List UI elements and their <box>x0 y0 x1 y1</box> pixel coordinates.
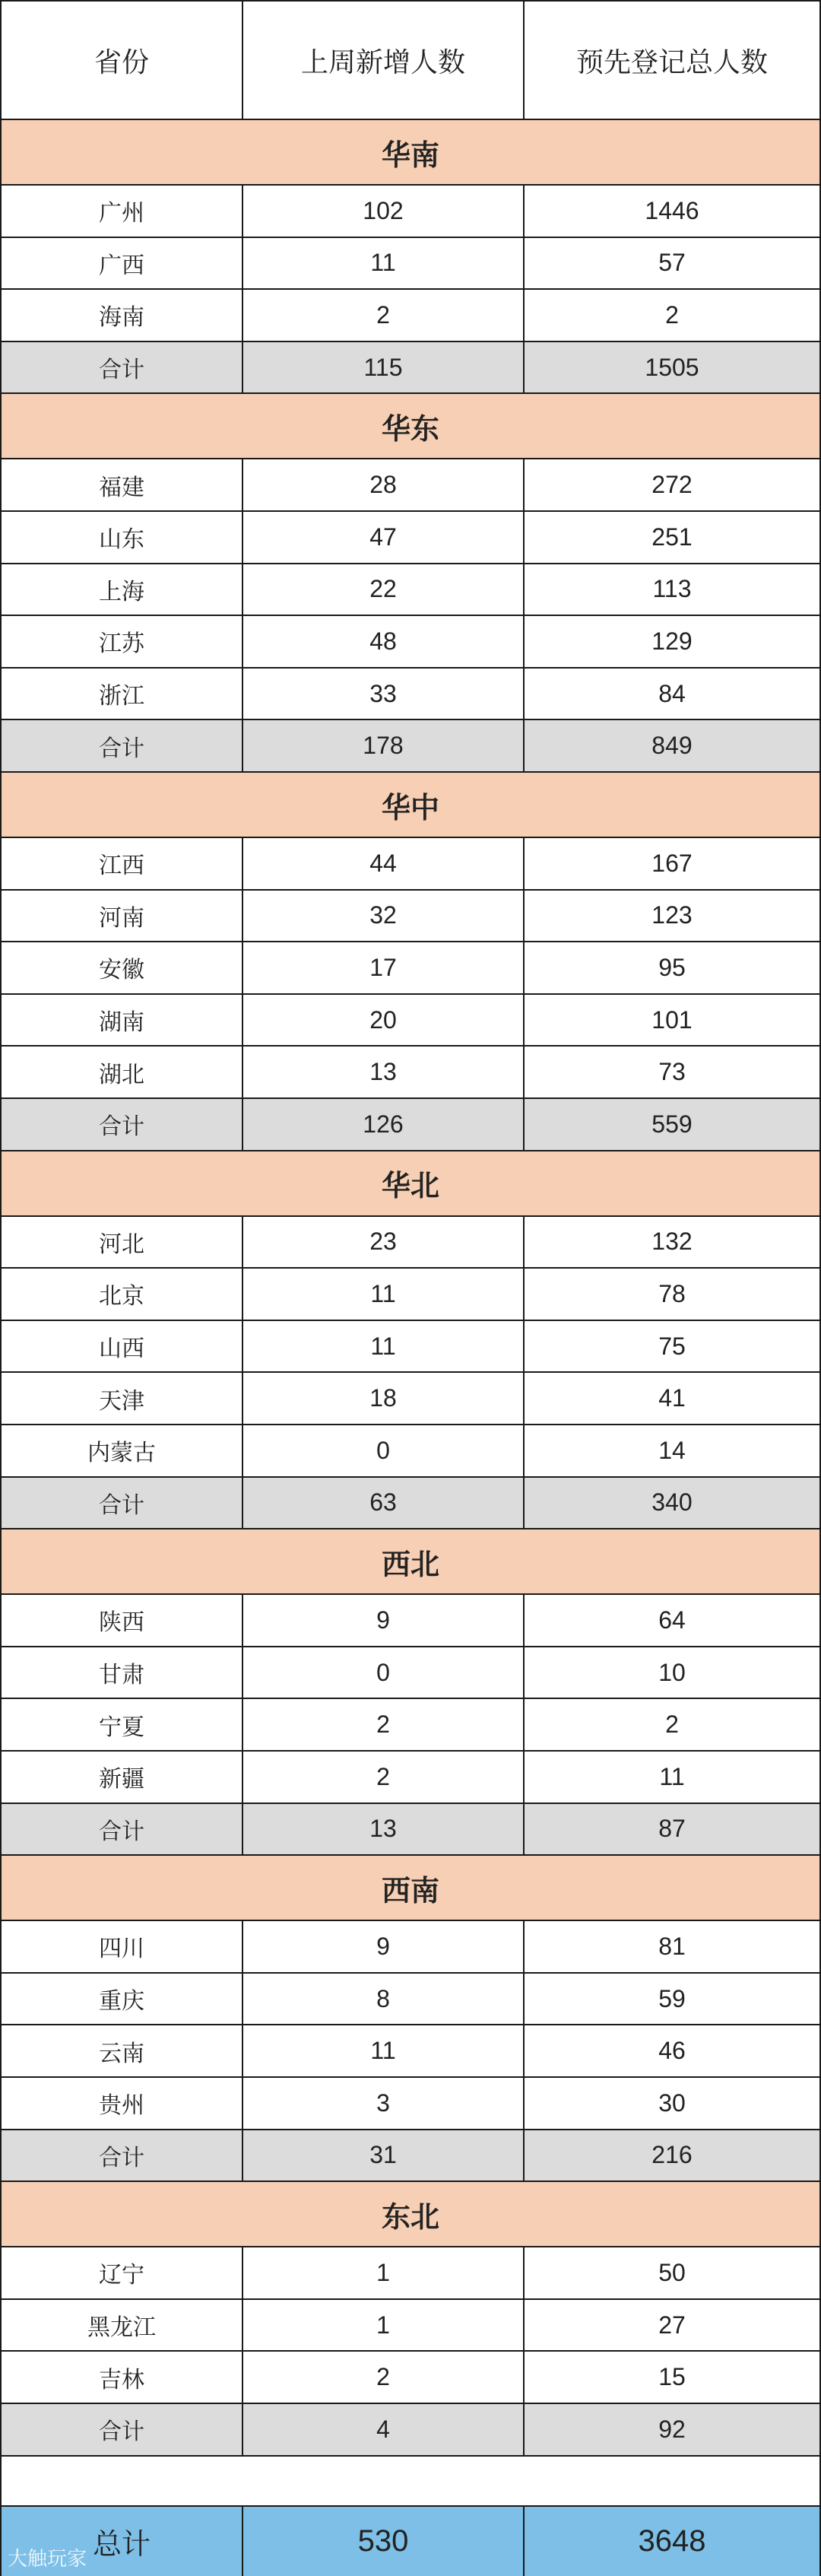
table-row <box>0 1595 821 1647</box>
table-row <box>0 891 821 943</box>
province-name: 广西 <box>0 238 243 291</box>
subtotal-label: 合计 <box>0 720 243 773</box>
total-registered-count: 113 <box>525 564 821 617</box>
total-registered-count: 64 <box>525 1595 821 1647</box>
province-name: 江西 <box>0 838 243 891</box>
weekly-new-count: 22 <box>243 564 525 617</box>
region-name: 西南 <box>0 1856 821 1921</box>
table-row <box>0 2078 821 2130</box>
total-registered-count: 14 <box>525 1425 821 1478</box>
table-row <box>0 1047 821 1099</box>
weekly-new-count: 23 <box>243 1217 525 1269</box>
weekly-new-count: 28 <box>243 459 525 512</box>
province-name: 海南 <box>0 290 243 342</box>
weekly-new-count: 20 <box>243 995 525 1047</box>
province-name: 湖北 <box>0 1047 243 1099</box>
table-row <box>0 616 821 669</box>
weekly-new-count: 102 <box>243 186 525 238</box>
province-name: 江苏 <box>0 616 243 669</box>
table-row <box>0 1321 821 1374</box>
grand-total-registered: 3648 <box>525 2507 821 2576</box>
weekly-new-count: 8 <box>243 1974 525 2026</box>
total-registered-count: 78 <box>525 1269 821 1321</box>
region-row <box>0 1151 821 1217</box>
total-registered-count: 95 <box>525 942 821 995</box>
table-row <box>0 512 821 564</box>
table-row <box>0 2247 821 2300</box>
table-row <box>0 564 821 617</box>
total-registered-count: 132 <box>525 1217 821 1269</box>
table-row <box>0 669 821 721</box>
weekly-new-count: 2 <box>243 2352 525 2404</box>
subtotal-label: 合计 <box>0 1804 243 1857</box>
blank-cell <box>0 2457 821 2507</box>
table-row <box>0 238 821 291</box>
table-row <box>0 1647 821 1700</box>
table-row <box>0 186 821 238</box>
total-registered-count: 10 <box>525 1647 821 1700</box>
total-registered-count: 251 <box>525 512 821 564</box>
weekly-new-count: 3 <box>243 2078 525 2130</box>
table-row <box>0 1699 821 1752</box>
table-row <box>0 1425 821 1478</box>
table-row <box>0 1269 821 1321</box>
weekly-new-count: 48 <box>243 616 525 669</box>
total-registered-count: 167 <box>525 838 821 891</box>
weekly-new-count: 32 <box>243 891 525 943</box>
subtotal-total-registered: 216 <box>525 2130 821 2183</box>
subtotal-total-registered: 340 <box>525 1478 821 1530</box>
total-registered-count: 59 <box>525 1974 821 2026</box>
region-row <box>0 2182 821 2247</box>
weekly-new-count: 2 <box>243 290 525 342</box>
province-name: 天津 <box>0 1373 243 1425</box>
total-registered-count: 75 <box>525 1321 821 1374</box>
grand-total-weekly-new: 530 <box>243 2507 525 2576</box>
province-name: 内蒙古 <box>0 1425 243 1478</box>
table-row <box>0 2300 821 2352</box>
grand-total-label: 总计 <box>0 2507 243 2576</box>
table-row <box>0 1217 821 1269</box>
province-name: 陕西 <box>0 1595 243 1647</box>
province-name: 重庆 <box>0 1974 243 2026</box>
grand-total-row <box>0 2507 821 2576</box>
province-name: 安徽 <box>0 942 243 995</box>
subtotal-row <box>0 2130 821 2183</box>
province-name: 广州 <box>0 186 243 238</box>
province-name: 山西 <box>0 1321 243 1374</box>
subtotal-weekly-new: 4 <box>243 2404 525 2457</box>
province-name: 宁夏 <box>0 1699 243 1752</box>
province-name: 河南 <box>0 891 243 943</box>
province-name: 四川 <box>0 1921 243 1974</box>
subtotal-weekly-new: 126 <box>243 1099 525 1151</box>
subtotal-weekly-new: 31 <box>243 2130 525 2183</box>
subtotal-row <box>0 342 821 395</box>
subtotal-label: 合计 <box>0 342 243 395</box>
province-name: 新疆 <box>0 1752 243 1804</box>
weekly-new-count: 11 <box>243 238 525 291</box>
header-row <box>0 0 821 120</box>
weekly-new-count: 0 <box>243 1425 525 1478</box>
region-name: 华中 <box>0 773 821 838</box>
weekly-new-count: 9 <box>243 1595 525 1647</box>
weekly-new-count: 9 <box>243 1921 525 1974</box>
weekly-new-count: 1 <box>243 2247 525 2300</box>
total-registered-count: 2 <box>525 290 821 342</box>
total-registered-count: 41 <box>525 1373 821 1425</box>
subtotal-row <box>0 720 821 773</box>
weekly-new-count: 13 <box>243 1047 525 1099</box>
province-name: 黑龙江 <box>0 2300 243 2352</box>
table-row <box>0 995 821 1047</box>
table-row <box>0 290 821 342</box>
table-row <box>0 1921 821 1974</box>
header-total-registered: 预先登记总人数 <box>525 0 821 120</box>
header-province: 省份 <box>0 0 243 120</box>
table-row <box>0 2025 821 2078</box>
weekly-new-count: 47 <box>243 512 525 564</box>
province-name: 山东 <box>0 512 243 564</box>
province-name: 吉林 <box>0 2352 243 2404</box>
weekly-new-count: 44 <box>243 838 525 891</box>
total-registered-count: 129 <box>525 616 821 669</box>
total-registered-count: 27 <box>525 2300 821 2352</box>
subtotal-total-registered: 849 <box>525 720 821 773</box>
total-registered-count: 50 <box>525 2247 821 2300</box>
weekly-new-count: 17 <box>243 942 525 995</box>
subtotal-total-registered: 1505 <box>525 342 821 395</box>
weekly-new-count: 18 <box>243 1373 525 1425</box>
total-registered-count: 15 <box>525 2352 821 2404</box>
province-name: 浙江 <box>0 669 243 721</box>
weekly-new-count: 11 <box>243 2025 525 2078</box>
total-registered-count: 30 <box>525 2078 821 2130</box>
region-name: 东北 <box>0 2182 821 2247</box>
table-row <box>0 1373 821 1425</box>
table-row <box>0 459 821 512</box>
table-row <box>0 2352 821 2404</box>
province-name: 河北 <box>0 1217 243 1269</box>
weekly-new-count: 1 <box>243 2300 525 2352</box>
region-row <box>0 394 821 459</box>
subtotal-weekly-new: 63 <box>243 1478 525 1530</box>
province-name: 贵州 <box>0 2078 243 2130</box>
total-registered-count: 84 <box>525 669 821 721</box>
subtotal-weekly-new: 13 <box>243 1804 525 1857</box>
header-weekly-new: 上周新增人数 <box>243 0 525 120</box>
blank-row <box>0 2457 821 2507</box>
weekly-new-count: 11 <box>243 1321 525 1374</box>
table-row <box>0 1974 821 2026</box>
subtotal-row <box>0 1804 821 1857</box>
subtotal-total-registered: 87 <box>525 1804 821 1857</box>
watermark: 大触玩家 <box>8 2548 87 2571</box>
region-name: 华北 <box>0 1151 821 1217</box>
weekly-new-count: 0 <box>243 1647 525 1700</box>
region-row <box>0 120 821 186</box>
total-registered-count: 2 <box>525 1699 821 1752</box>
subtotal-row <box>0 2404 821 2457</box>
table-row <box>0 942 821 995</box>
table-row <box>0 1752 821 1804</box>
region-row <box>0 773 821 838</box>
subtotal-label: 合计 <box>0 2404 243 2457</box>
weekly-new-count: 33 <box>243 669 525 721</box>
total-registered-count: 1446 <box>525 186 821 238</box>
total-registered-count: 46 <box>525 2025 821 2078</box>
province-name: 辽宁 <box>0 2247 243 2300</box>
total-registered-count: 272 <box>525 459 821 512</box>
province-name: 湖南 <box>0 995 243 1047</box>
subtotal-total-registered: 559 <box>525 1099 821 1151</box>
province-name: 上海 <box>0 564 243 617</box>
subtotal-weekly-new: 115 <box>243 342 525 395</box>
subtotal-label: 合计 <box>0 1478 243 1530</box>
subtotal-label: 合计 <box>0 2130 243 2183</box>
region-name: 西北 <box>0 1529 821 1595</box>
total-registered-count: 11 <box>525 1752 821 1804</box>
region-row <box>0 1529 821 1595</box>
region-name: 华南 <box>0 120 821 186</box>
region-name: 华东 <box>0 394 821 459</box>
subtotal-row <box>0 1099 821 1151</box>
weekly-new-count: 11 <box>243 1269 525 1321</box>
total-registered-count: 73 <box>525 1047 821 1099</box>
subtotal-row <box>0 1478 821 1530</box>
province-name: 云南 <box>0 2025 243 2078</box>
weekly-new-count: 2 <box>243 1752 525 1804</box>
subtotal-label: 合计 <box>0 1099 243 1151</box>
province-name: 福建 <box>0 459 243 512</box>
subtotal-weekly-new: 178 <box>243 720 525 773</box>
total-registered-count: 81 <box>525 1921 821 1974</box>
province-name: 北京 <box>0 1269 243 1321</box>
total-registered-count: 57 <box>525 238 821 291</box>
subtotal-total-registered: 92 <box>525 2404 821 2457</box>
total-registered-count: 101 <box>525 995 821 1047</box>
total-registered-count: 123 <box>525 891 821 943</box>
weekly-new-count: 2 <box>243 1699 525 1752</box>
province-name: 甘肃 <box>0 1647 243 1700</box>
region-row <box>0 1856 821 1921</box>
table-row <box>0 838 821 891</box>
